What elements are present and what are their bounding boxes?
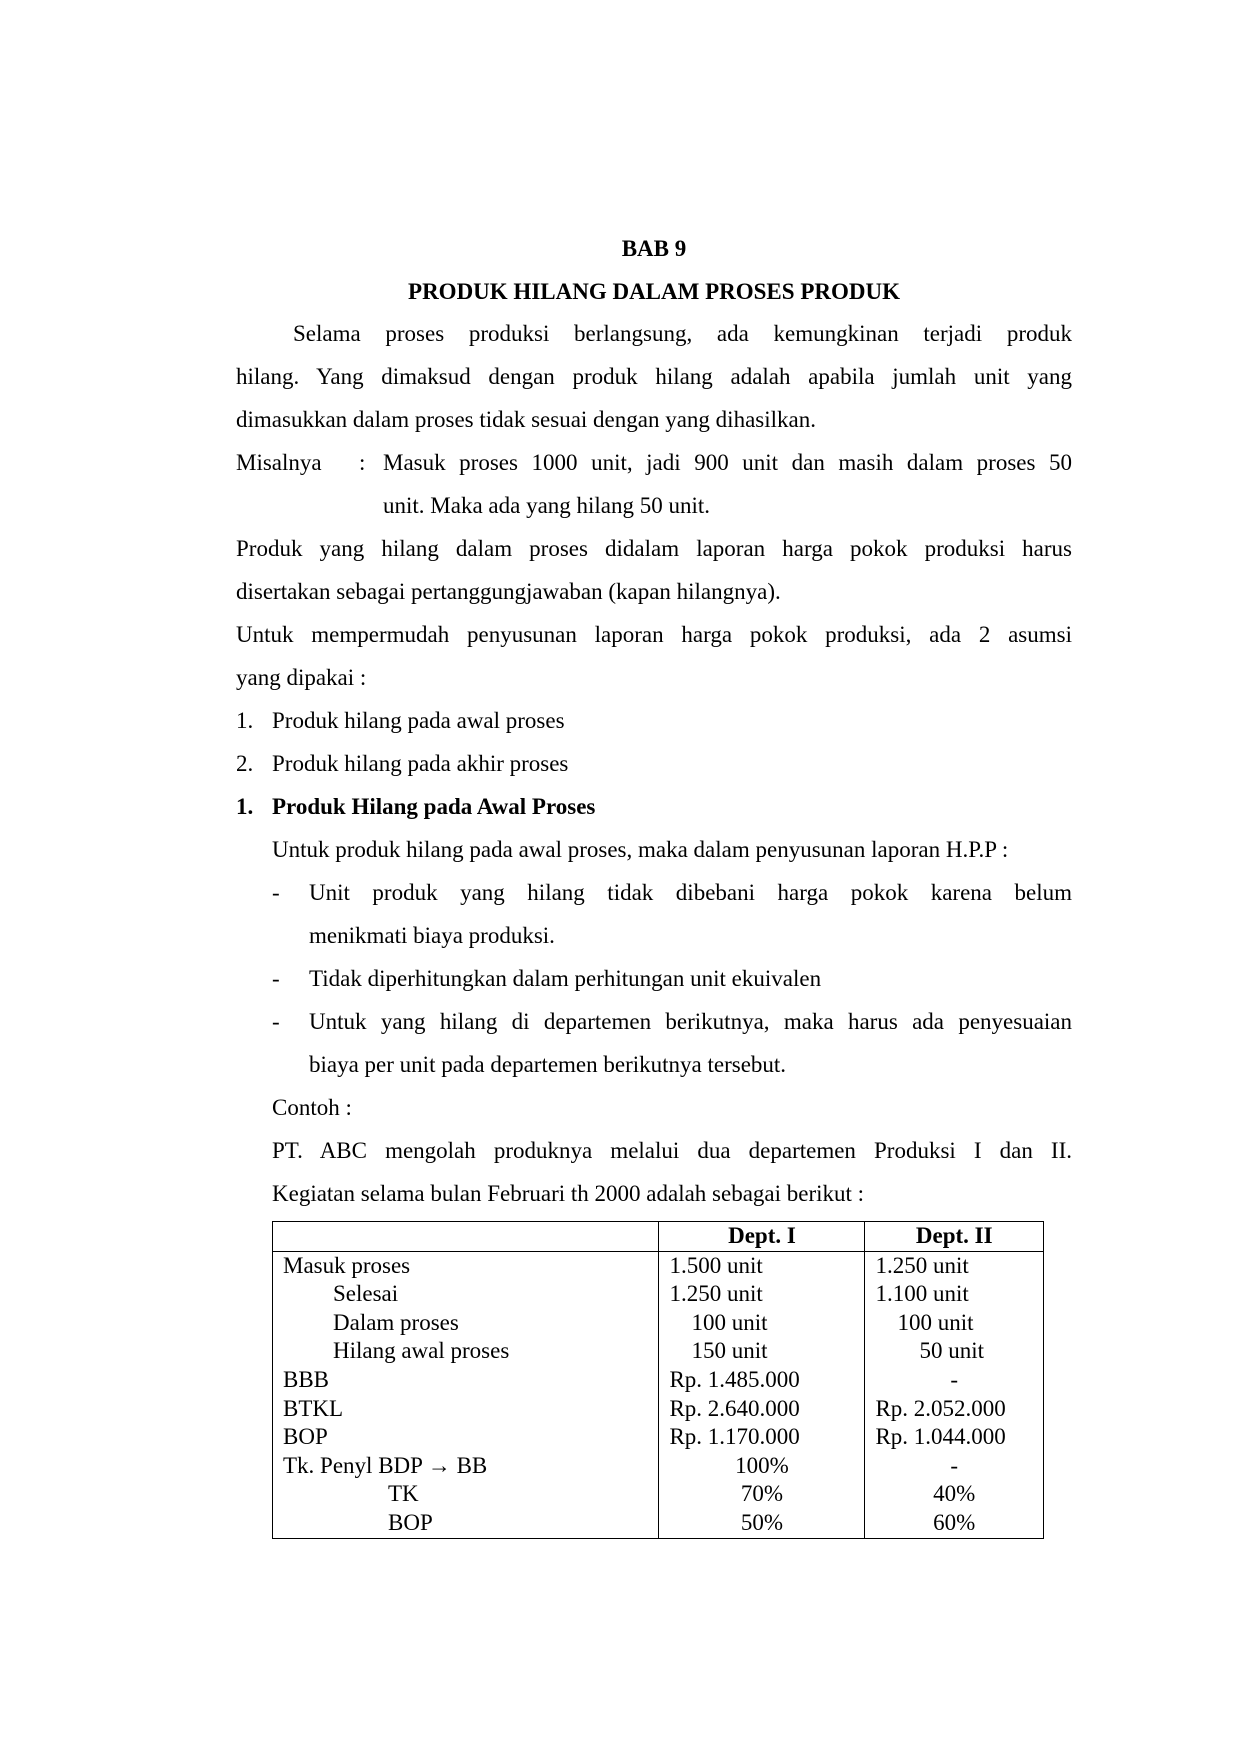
dept-1-value: 1.250 unit [659, 1280, 865, 1309]
dept-2-value: 1.250 unit [865, 1251, 1044, 1280]
row-label: BTKL [273, 1395, 659, 1424]
bullet-3-dash: - [272, 1009, 280, 1034]
bullet-3-line-2: biaya per unit pada departemen berikutnya tersebut. [309, 1052, 787, 1077]
assumption-1-number: 1. [236, 708, 254, 733]
bullet-1-line-2: menikmati biaya produksi. [309, 923, 555, 948]
dept-1-value: 100 unit [659, 1309, 865, 1338]
intro-line-2: hilang. Yang dimaksud dengan produk hilang adalah apabila jumlah unit yang [236, 364, 1072, 389]
dept-1-value: 1.500 unit [659, 1251, 865, 1280]
example-line-2: unit. Maka ada yang hilang 50 unit. [383, 493, 711, 518]
dept-1-value: Rp. 1.170.000 [659, 1423, 865, 1452]
row-label: Masuk proses [273, 1251, 659, 1280]
dept-1-value: 50% [659, 1509, 865, 1538]
dept-2-value: Rp. 1.044.000 [865, 1423, 1044, 1452]
dept-2-value: 50 unit [865, 1337, 1044, 1366]
table-row [273, 1423, 1044, 1452]
table-row [273, 1366, 1044, 1395]
dept-2-value: 40% [865, 1480, 1044, 1509]
bullet-2-dash: - [272, 966, 280, 991]
section-1-lead: Untuk produk hilang pada awal proses, maka dalam penyusunan laporan H.P.P : [272, 837, 1009, 862]
header-label [273, 1222, 659, 1252]
header-dept-2: Dept. II [865, 1222, 1044, 1252]
row-label: BOP [273, 1509, 659, 1538]
header-dept-1: Dept. I [659, 1222, 865, 1252]
example-label: Misalnya [236, 450, 322, 475]
table-row [273, 1452, 1044, 1481]
assumption-2-number: 2. [236, 751, 254, 776]
dept-2-value: 1.100 unit [865, 1280, 1044, 1309]
para2-line-2: disertakan sebagai pertanggungjawaban (kapan hilangnya). [236, 579, 781, 604]
dept-2-value: Rp. 2.052.000 [865, 1395, 1044, 1424]
example-line-1: Masuk proses 1000 unit, jadi 900 unit dan masih dalam proses 50 [383, 450, 1072, 475]
table-header-row [273, 1222, 1044, 1252]
row-label: Dalam proses [273, 1309, 659, 1338]
chapter-number: BAB 9 [621, 236, 687, 261]
dept-1-value: 70% [659, 1480, 865, 1509]
table-row [273, 1280, 1044, 1309]
example-text-line-2: Kegiatan selama bulan Februari th 2000 adalah sebagai berikut : [272, 1181, 865, 1206]
row-label: Selesai [273, 1280, 659, 1309]
table-row [273, 1309, 1044, 1338]
dept-2-value: 60% [865, 1509, 1044, 1538]
production-data-table [272, 1221, 1044, 1539]
para3-line-2: yang dipakai : [236, 665, 367, 690]
dept-2-value: - [865, 1366, 1044, 1395]
row-label: TK [273, 1480, 659, 1509]
assumption-2-text: Produk hilang pada akhir proses [272, 751, 569, 776]
example-heading: Contoh : [272, 1095, 352, 1120]
example-text-line-1: PT. ABC mengolah produknya melalui dua departemen Produksi I dan II. [272, 1138, 1072, 1163]
bullet-1-dash: - [272, 880, 280, 905]
table-row [273, 1395, 1044, 1424]
dept-1-value: 150 unit [659, 1337, 865, 1366]
bullet-2-line-1: Tidak diperhitungkan dalam perhitungan unit ekuivalen [309, 966, 822, 991]
dept-2-value: 100 unit [865, 1309, 1044, 1338]
dept-2-value: - [865, 1452, 1044, 1481]
row-label: BOP [273, 1423, 659, 1452]
section-1-heading: Produk Hilang pada Awal Proses [272, 794, 596, 819]
bullet-3-line-1: Untuk yang hilang di departemen berikutnya, maka harus ada penyesuaian [309, 1009, 1072, 1034]
table-row [273, 1480, 1044, 1509]
chapter-title: PRODUK HILANG DALAM PROSES PRODUK [408, 279, 900, 304]
row-label: Hilang awal proses [273, 1337, 659, 1366]
table-row [273, 1251, 1044, 1280]
table-row [273, 1337, 1044, 1366]
assumption-1-text: Produk hilang pada awal proses [272, 708, 565, 733]
row-label: Tk. Penyl BDP → BB [273, 1452, 659, 1481]
dept-1-value: Rp. 2.640.000 [659, 1395, 865, 1424]
table-row [273, 1509, 1044, 1538]
row-label: BBB [273, 1366, 659, 1395]
example-colon: : [359, 450, 366, 475]
intro-line-3: dimasukkan dalam proses tidak sesuai dengan yang dihasilkan. [236, 407, 816, 432]
dept-1-value: Rp. 1.485.000 [659, 1366, 865, 1395]
section-1-number: 1. [236, 794, 254, 819]
para3-line-1: Untuk mempermudah penyusunan laporan harga pokok produksi, ada 2 asumsi [236, 622, 1072, 647]
dept-1-value: 100% [659, 1452, 865, 1481]
bullet-1-line-1: Unit produk yang hilang tidak dibebani harga pokok karena belum [309, 880, 1072, 905]
para2-line-1: Produk yang hilang dalam proses didalam laporan harga pokok produksi harus [236, 536, 1072, 561]
intro-line-1: Selama proses produksi berlangsung, ada kemungkinan terjadi produk [293, 321, 1072, 346]
